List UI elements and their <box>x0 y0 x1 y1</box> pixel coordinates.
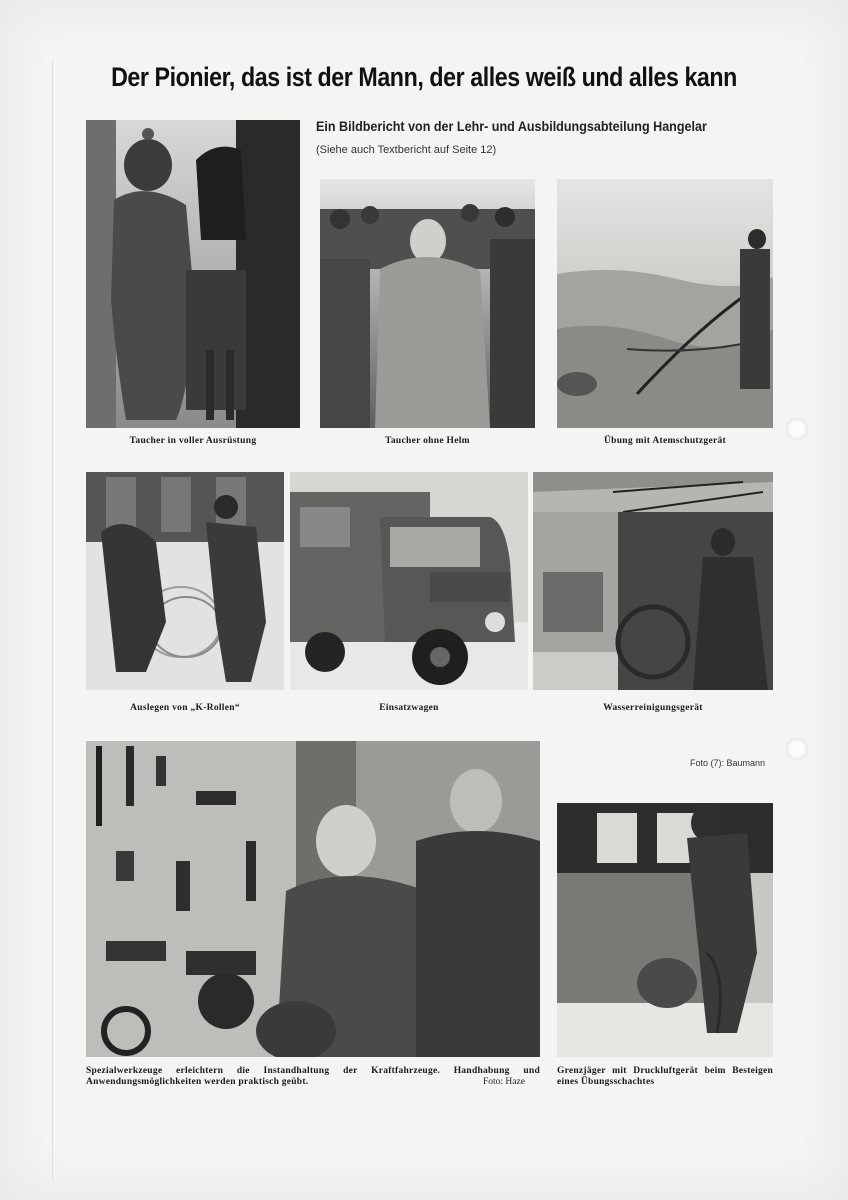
photo-service-truck <box>290 472 528 690</box>
caption-breathing-apparatus-exercise: Übung mit Atemschutzgerät <box>603 436 726 446</box>
photo-diver-without-helmet <box>320 179 535 428</box>
caption-special-tools-board: Spezialwerkzeuge erleichtern die Instandhaltung der Kraftfahrzeuge. Handhabung und Anwendungsmöglichkeiten werden praktisch geübt. <box>86 1066 540 1087</box>
caption-service-truck: Einsatzwagen <box>379 703 439 713</box>
page-subtitle: Ein Bildbericht von der Lehr- und Ausbildungsabteilung Hangelar <box>316 119 707 134</box>
photo-special-tools-board <box>86 741 540 1057</box>
punch-hole-bottom <box>786 738 808 760</box>
scan-edge-line <box>52 60 53 1180</box>
caption-laying-wire-rolls: Auslegen von „K-Rollen“ <box>130 703 240 713</box>
photo-credit-baumann: Foto (7): Baumann <box>690 758 766 768</box>
photo-breathing-apparatus-exercise <box>557 179 773 428</box>
photo-water-purification-unit <box>533 472 773 690</box>
photo-laying-wire-rolls <box>86 472 284 690</box>
caption-diver-full-gear: Taucher in voller Ausrüstung <box>129 436 257 446</box>
punch-hole-top <box>786 418 808 440</box>
photo-border-guard-shaft <box>557 803 773 1057</box>
photo-diver-full-gear <box>86 120 300 428</box>
caption-border-guard-shaft: Grenzjäger mit Druckluftgerät beim Besteigen eines Übungsschachtes <box>557 1066 773 1087</box>
page-subnote: (Siehe auch Textbericht auf Seite 12) <box>316 144 497 156</box>
caption-water-purification-unit: Wasserreinigungsgerät <box>603 703 703 713</box>
photo-credit-haze: Foto: Haze <box>483 1077 525 1087</box>
caption-diver-without-helmet: Taucher ohne Helm <box>385 436 470 446</box>
page-headline: Der Pionier, das ist der Mann, der alles weiß und alles kann <box>111 62 737 92</box>
